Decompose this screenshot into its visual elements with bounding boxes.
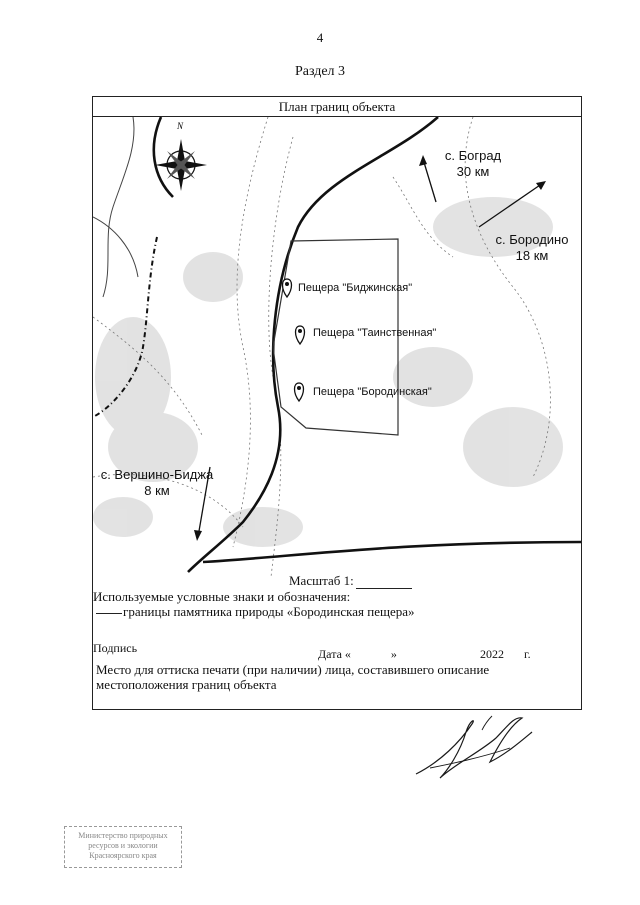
handwritten-signature: [410, 712, 540, 782]
stamp-line1: Министерство природных: [78, 831, 168, 840]
date-quote-close: »: [390, 647, 397, 661]
boundary-map: [93, 117, 581, 577]
legend-title: Используемые условные знаки и обозначения:: [93, 589, 351, 604]
map-scale: [289, 573, 412, 589]
thin-lines: [93, 117, 138, 297]
stamp-place-line2: местоположения границ объекта: [96, 677, 277, 692]
date-label: Дата «: [318, 647, 351, 661]
date-field: [318, 647, 397, 662]
direction-label-bograd: с. Боград 30 км: [444, 148, 502, 179]
cave-label-tainstvennaya: Пещера "Таинственная": [313, 327, 437, 339]
stamp-place-line1: Место для оттиска печати (при наличии) лица, составившего описание: [96, 662, 490, 677]
legend-item: [96, 604, 415, 620]
document-stamp: [64, 826, 182, 868]
year-value: 2022: [480, 647, 504, 661]
stamp-line3: Красноярского края: [89, 851, 157, 860]
frame-title: План границ объекта: [93, 97, 581, 117]
cave-marker-icon: [295, 383, 304, 401]
legend-item-label: границы памятника природы «Бородинская пещера»: [123, 604, 415, 619]
scale-label: Масштаб 1:: [289, 573, 354, 588]
cave-marker-icon: [296, 326, 305, 344]
signature-label: Подпись: [93, 641, 138, 655]
thick-lines: [154, 117, 581, 572]
page-number: 4: [316, 30, 324, 45]
section-title: Раздел 3: [294, 64, 346, 79]
year-suffix: г.: [524, 647, 531, 661]
cave-label-bidzhinskaya: Пещера "Биджинская": [298, 282, 413, 294]
cave-label-borodinskaya: Пещера "Бородинская": [313, 386, 432, 398]
scale-blank: [356, 576, 412, 589]
direction-label-borodino: с. Бородино 18 км: [495, 232, 569, 263]
stamp-place-text: [96, 662, 556, 692]
direction-label-vershino-bidzha: с. Вершино-Биджа 8 км: [100, 467, 214, 498]
stamp-line2: ресурсов и экологии: [88, 841, 158, 850]
cave-marker-icon: [283, 279, 292, 297]
compass-north-label: N: [177, 121, 184, 131]
date-year: [480, 647, 531, 662]
legend-line-symbol: [96, 613, 122, 614]
